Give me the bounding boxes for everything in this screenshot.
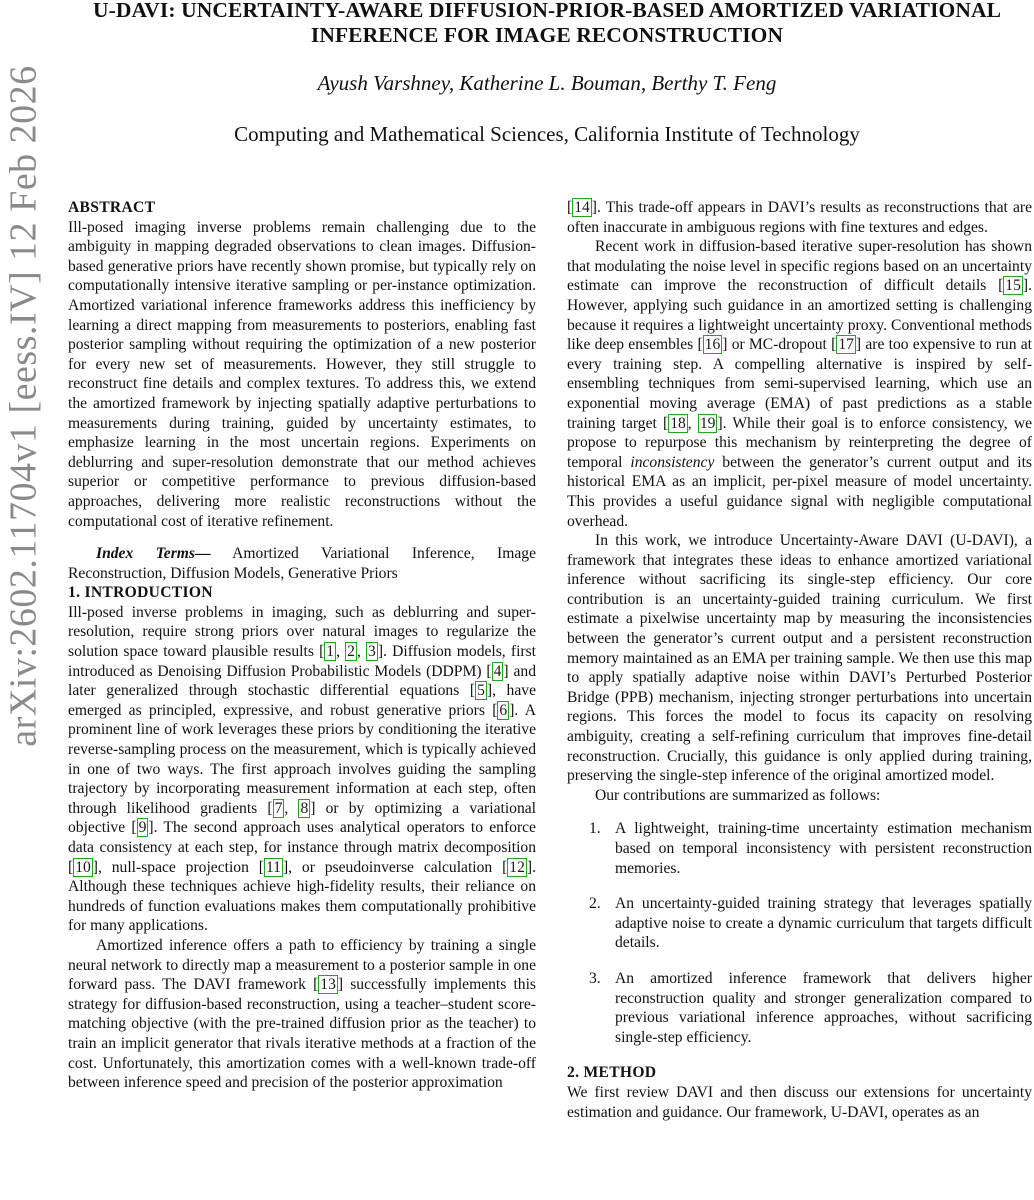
citation-link[interactable]: 11: [265, 858, 281, 876]
list-item: 1. A lightweight, training-time uncertainty estimation mechanism based on temporal inconsistency with persistent reconstruction memories.: [589, 820, 1032, 877]
right-column: [567, 198, 1032, 1122]
citation-link[interactable]: 1: [326, 643, 335, 661]
title-line-2: INFERENCE FOR IMAGE RECONSTRUCTION: [310, 23, 784, 47]
citation-link[interactable]: 3: [368, 643, 376, 661]
list-item: 2. An uncertainty-guided training strategy that leverages spatially adaptive noise to create a dynamic curriculum that targets difficult details.: [589, 895, 1032, 952]
arxiv-id: arXiv:2602.11704v1 [eess.IV] 12 Feb 2026: [3, 65, 46, 747]
intro-paragraph-5: Our contributions are summarized as follows:: [595, 786, 881, 804]
citation-link[interactable]: 5: [477, 682, 485, 700]
intro-paragraph-1: Ill-posed inverse problems in imaging, such as deblurring and super-resolution, require strong priors over natural images to regularize the solution space toward plausible results [ 1 , 2 , 3 ]. Diffusion models, first introduced as Denoising Diffusion Probabilistic Models (DDPM) [ 4 ] and later generalized through stochastic differential equations [ 5 ], have emerged as principled, expressive, and robust generative priors [ 6 ]. A prominent line of work leverages these priors by conditioning the iterative reverse-sampling process on the measurement, which is typically achieved in one of two ways. The first approach involves guiding the sampling trajectory by incorporating measurement information at each step, often through likelihood gradients [ 7 , 8 ] or by optimizing a variational objective [ 9 ]. The second approach uses analytical operators to enforce data consistency at each step, for instance through matrix decomposition [ 10 ], null-space projection [ 11 ], or pseudoinverse calculation [ 12 ]. Although these techniques achieve high-fidelity results, their reliance on hundreds of function evaluations makes them computationally prohibitive for many applications.: [68, 603, 537, 935]
citation-link[interactable]: 19: [699, 414, 716, 432]
intro-paragraph-2-cont: [ 14 ]. This trade-off appears in DAVI’s results as reconstructions that are often inaccurate in ambiguous regions with fine textures and edges.: [567, 199, 1032, 236]
intro-paragraph-2: Amortized inference offers a path to efficiency by training a single neural network to directly map a measurement to a posterior sample in one forward pass. The DAVI framework [ 13 ] successfully implements this strategy for diffusion-based reconstruction, using a teacher–student score-matching objective (with the pre-trained diffusion prior as the teacher) to train an implicit generator that rivals iterative methods at a fraction of the cost. Unfortunately, this amortization comes with a well-known trade-off between inference speed and precision of the posterior approximation: [68, 936, 536, 1092]
intro-paragraph-3: Recent work in diffusion-based iterative super-resolution has shown that modulating the noise level in specific regions based on an uncertainty estimate can improve the reconstruction of difficult details [ 15 ]. However, applying such guidance in an amortized setting is challenging because it requires a lightweight uncertainty proxy. Conventional methods like deep ensembles [ 16 ] or MC-dropout [ 17 ] are too expensive to run at every training step. A compelling alternative is inspired by self-ensembling techniques from semi-supervised learning, which use an exponential moving average (EMA) of past predictions as a stable training target [ 18 , 19 ]. While their goal is to enforce consistency, we propose to repurpose this mechanism by reinterpreting the degree of temporal inconsistency between the generator’s current output and its historical EMA as an implicit, per-pixel measure of model uncertainty. This provides a useful guidance signal with negligible computational overhead.: [567, 238, 1032, 530]
citation-link[interactable]: 9: [138, 819, 147, 837]
title-line-1: U-DAVI: UNCERTAINTY-AWARE DIFFUSION-PRIOR-BASED AMORTIZED VARIATIONAL: [92, 0, 1002, 22]
method-paragraph-1: We first review DAVI and then discuss our extensions for uncertainty estimation and guidance. Our framework, U-DAVI, operates as an: [567, 1083, 1032, 1121]
author-list: Ayush Varshney, Katherine L. Bouman, Berthy T. Feng: [317, 71, 777, 95]
affiliation: Computing and Mathematical Sciences, California Institute of Technology: [234, 122, 860, 146]
citation-link[interactable]: 4: [493, 662, 502, 680]
arxiv-identifier-stamp: [2, 65, 46, 747]
contributions-list: [567, 819, 1032, 1047]
index-terms-label: Index Terms—: [96, 545, 211, 563]
abstract-text: Ill-posed imaging inverse problems remain challenging due to the ambiguity in mapping degraded observations to clean images. Diffusion-based generative priors have recently shown promise, but typically rely on computationally intensive iterative sampling or per-instance optimization. Amortized variational inference frameworks address this inefficiency by learning a direct mapping from measurements to posteriors, enabling fast posterior sampling without requiring the optimization of a new posterior for every new set of measurements. However, they still struggle to reconstruct fine details and complex textures. To address this, we extend the amortized framework by injecting spatially adaptive perturbations to measurements during training, guided by uncertainty estimates, to emphasize learning in the most uncertain regions. Experiments on deblurring and super-resolution demonstrate that our method achieves superior or competitive performance to previous diffusion-based approaches, delivering more realistic reconstructions without the computational cost of iterative refinement.: [68, 218, 536, 530]
citation-link[interactable]: 18: [670, 414, 686, 432]
list-item: 3. An amortized inference framework that delivers higher reconstruction quality and stronger generalization compared to previous variational inference approaches, without sacrificing single-step efficiency.: [589, 969, 1032, 1046]
citation-link[interactable]: 16: [704, 336, 721, 354]
citation-link[interactable]: 7: [274, 799, 283, 817]
citation-link[interactable]: 2: [347, 643, 355, 661]
paper-title: [60, 0, 1034, 48]
intro-paragraph-4: In this work, we introduce Uncertainty-Aware DAVI (U-DAVI), a framework that integrates these ideas to enhance amortized variational inference without sacrificing its single-step efficiency. Our core contribution is an uncertainty-guided training curriculum. We first estimate a pixelwise uncertainty map by measuring the inconsistencies between the generator’s current output and a persistent reconstruction memory maintained as an EMA per training sample. We then use this map to apply spatially adaptive noise within DAVI’s Perturbed Posterior Bridge (PPB) mechanism, injecting stronger perturbations into uncertain regions. This forces the model to focus its capacity on resolving ambiguity, creating a self-refining curriculum that improves fine-detail reconstruction. Crucially, this guidance is only applied during training, preserving the single-step inference of the original amortized model.: [567, 532, 1032, 785]
intro-heading: 1. INTRODUCTION: [68, 584, 213, 602]
citation-link[interactable]: 10: [75, 858, 91, 876]
left-column: [68, 198, 536, 1093]
citation-link[interactable]: 13: [320, 976, 336, 994]
citation-link[interactable]: 17: [838, 336, 854, 354]
citation-link[interactable]: 8: [300, 799, 309, 817]
abstract-heading: ABSTRACT: [68, 199, 156, 216]
index-terms-text: Amortized Variational Inference, Image Reconstruction, Diffusion Models, Generative Priors: [68, 545, 536, 582]
method-heading: 2. METHOD: [567, 1064, 657, 1082]
citation-link[interactable]: 14: [574, 199, 590, 216]
index-terms: [68, 544, 536, 583]
citation-link[interactable]: 6: [499, 701, 508, 719]
citation-link[interactable]: 12: [509, 858, 525, 876]
citation-link[interactable]: 15: [1005, 277, 1021, 295]
